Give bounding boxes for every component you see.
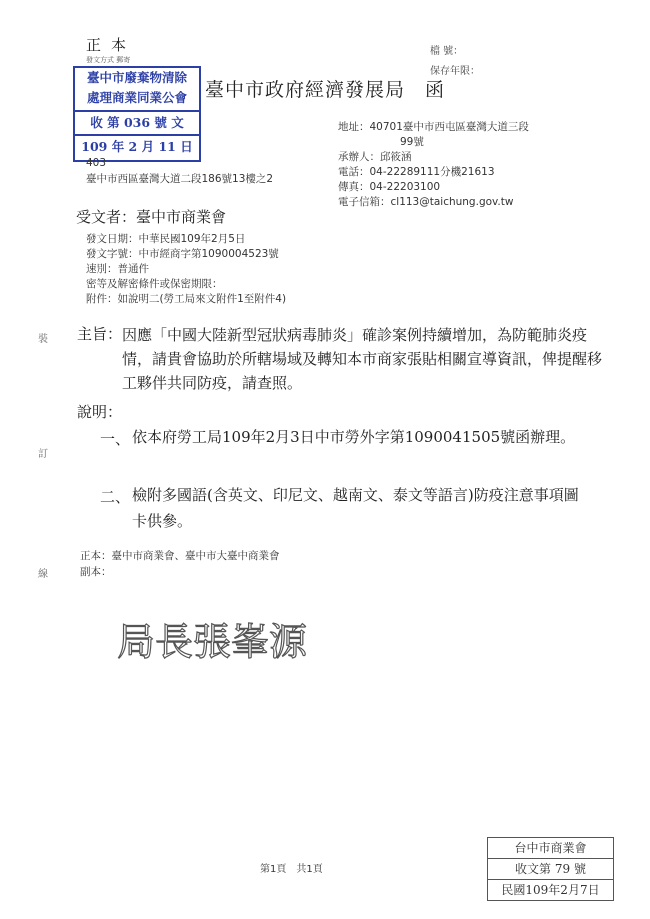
binding-mark: 訂 — [38, 449, 48, 460]
recipient: 受文者：臺中市商業會 — [76, 208, 227, 226]
director-signature-seal — [115, 605, 445, 675]
explanation-item-number: 一、 — [100, 430, 131, 448]
phone: 電話：04-22289111分機21613 — [338, 166, 495, 178]
svg-text:局長張峯源: 局長張峯源 — [117, 620, 308, 664]
speed-class: 速別：普通件 — [86, 263, 149, 275]
explanation-item-text: 依本府勞工局109年2月3日中市勞外字第1090041505號函辦理。 — [132, 428, 576, 446]
issue-date: 發文日期：中華民國109年2月5日 — [86, 233, 246, 245]
subject-text: 因應「中國大陸新型冠狀病毒肺炎」確診案例持續增加，為防範肺炎疫情，請貴會協助於所轄場域及轉知本市商家張貼相關宣導資訊，俾提醒移工夥伴共同防疫，請查照。 — [122, 326, 603, 392]
explanation-label: 說明： — [77, 403, 123, 421]
attachments: 附件：如說明二(勞工局來文附件1至附件4) — [86, 293, 287, 305]
chamber-stamp-date: 民國109年2月7日 — [501, 883, 600, 897]
receipt-stamp-number: 收 第 036 號 文 — [75, 112, 199, 136]
binding-mark: 線 — [38, 569, 48, 580]
chamber-stamp-number: 收文第 79 號 — [488, 859, 613, 880]
subject-label: 主旨： — [77, 325, 123, 343]
explanation-item-number: 二、 — [100, 488, 131, 506]
retention-period-label: 保存年限： — [430, 66, 480, 77]
secrecy-class: 密等及解密條件或保密期限： — [86, 278, 223, 290]
sender-address: 地址：40701臺中市西屯區臺灣大道三段 — [338, 121, 529, 133]
contact-person: 承辦人：邱筱涵 — [338, 151, 412, 163]
sender-address-block — [338, 120, 529, 210]
document-title: 臺中市政府經濟發展局 函 — [205, 79, 446, 101]
recipient-address: 臺中市西區臺灣大道二段186號13樓之2 — [86, 173, 274, 185]
dispatch-method-note: 發文方式 郵寄 — [86, 56, 131, 64]
document-number: 發文字號：中市經商字第1090004523號 — [86, 248, 279, 260]
document-meta — [86, 232, 286, 307]
sender-address-cont: 99號 — [400, 136, 424, 148]
archive-number-label: 檔 號： — [430, 46, 464, 57]
page-number: 第1頁 共1頁 — [260, 864, 323, 875]
binding-mark: 裝 — [38, 334, 48, 345]
receipt-stamp — [73, 66, 201, 162]
explanation-item-text: 檢附多國語(含英文、印尼文、越南文、泰文等語言)防疫注意事項圖卡供參。 — [132, 486, 579, 530]
main-recipients: 正本：臺中市商業會、臺中市大臺中商業會 — [80, 550, 280, 562]
chamber-receipt-stamp — [487, 837, 614, 901]
postal-code: 403 — [86, 157, 107, 169]
receipt-stamp-org: 臺中市廢棄物清除 處理商業同業公會 — [75, 68, 199, 112]
copy-label: 正本 — [86, 36, 137, 54]
cc-recipients: 副本： — [80, 566, 112, 578]
email: 電子信箱：cl113@taichung.gov.tw — [338, 196, 514, 208]
chamber-stamp-org: 台中市商業會 — [488, 838, 613, 859]
fax: 傳真：04-22203100 — [338, 181, 441, 193]
distribution-list — [80, 548, 280, 580]
receipt-stamp-date: 109 年 2 月 11 日 — [81, 139, 193, 154]
